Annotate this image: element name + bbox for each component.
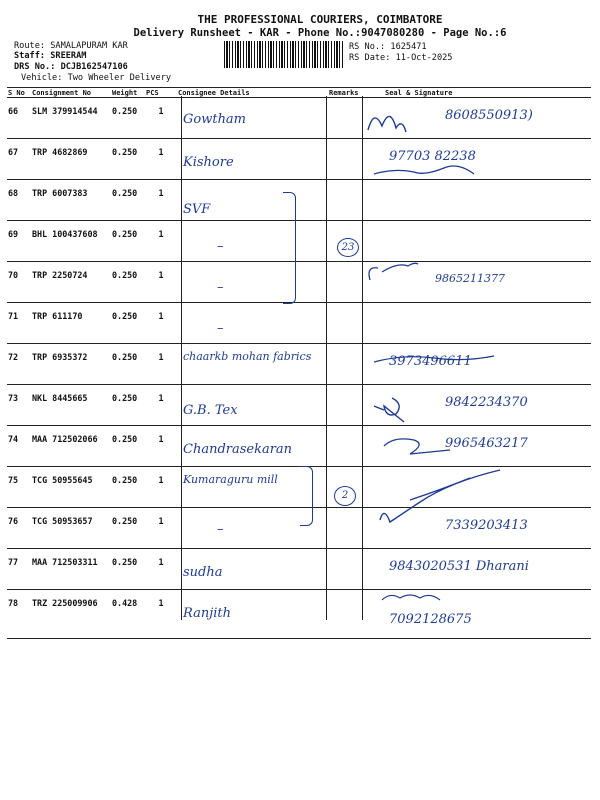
cell-consignee <box>177 344 328 385</box>
col-remarks: Remarks <box>328 88 365 98</box>
consignee-handwriting: – <box>217 522 224 537</box>
cell-consignment-no: BHL 100437608 <box>31 221 111 262</box>
col-pcs: PCS <box>145 88 177 98</box>
route-label: Route: SAMALAPURAM KAR <box>14 41 128 51</box>
cell-pcs: 1 <box>145 590 177 639</box>
signature-phone: 8608550913) <box>445 108 533 123</box>
cell-weight: 0.250 <box>111 426 145 467</box>
table-header <box>7 88 591 98</box>
cell-consignee <box>177 180 328 221</box>
cell-pcs: 1 <box>145 98 177 139</box>
cell-consignment-no: SLM 379914544 <box>31 98 111 139</box>
cell-consignee <box>177 98 328 139</box>
cell-sno: 66 <box>7 98 31 139</box>
col-consignee: Consignee Details <box>177 88 328 98</box>
cell-sno: 78 <box>7 590 31 639</box>
consignee-handwriting: – <box>217 321 224 336</box>
cell-sno: 72 <box>7 344 31 385</box>
cell-sno: 76 <box>7 508 31 549</box>
cell-weight: 0.250 <box>111 139 145 180</box>
cell-weight: 0.250 <box>111 549 145 590</box>
rs-number: RS No.: 1625471 <box>349 42 427 52</box>
remark-circle-2: 2 <box>334 486 356 506</box>
col-weight: Weight <box>111 88 145 98</box>
cell-weight: 0.250 <box>111 221 145 262</box>
signature-scribbles <box>360 100 600 620</box>
signature-phone: 9865211377 <box>435 272 505 285</box>
cell-sno: 74 <box>7 426 31 467</box>
cell-consignee <box>177 262 328 303</box>
consignee-handwriting: Kumaraguru mill <box>183 473 278 486</box>
remark-circle-1: 23 <box>337 238 359 257</box>
consignee-handwriting: chaarkb mohan fabrics <box>183 350 312 363</box>
cell-pcs: 1 <box>145 426 177 467</box>
vehicle-label: Vehicle: Two Wheeler Delivery <box>21 73 172 83</box>
cell-consignee <box>177 139 328 180</box>
signature-scribble-70 <box>369 263 418 280</box>
cell-pcs: 1 <box>145 508 177 549</box>
cell-pcs: 1 <box>145 303 177 344</box>
cell-consignment-no: TRP 6007383 <box>31 180 111 221</box>
cell-weight: 0.428 <box>111 590 145 639</box>
runsheet-subtitle: Delivery Runsheet - KAR - Phone No.:9047080280 - Page No.:6 <box>133 27 507 39</box>
cell-sno: 71 <box>7 303 31 344</box>
cell-weight: 0.250 <box>111 344 145 385</box>
cell-pcs: 1 <box>145 180 177 221</box>
barcode <box>224 41 344 68</box>
consignee-handwriting: Ranjith <box>183 606 231 621</box>
group-brace-2 <box>300 466 313 526</box>
cell-sno: 70 <box>7 262 31 303</box>
staff-label: Staff: SREERAM <box>14 51 87 61</box>
cell-weight: 0.250 <box>111 467 145 508</box>
company-title: THE PROFESSIONAL COURIERS, COIMBATORE <box>197 13 443 26</box>
consignee-handwriting: – <box>217 280 224 295</box>
consignee-handwriting: G.B. Tex <box>183 403 238 418</box>
cell-weight: 0.250 <box>111 303 145 344</box>
cell-pcs: 1 <box>145 344 177 385</box>
cell-sno: 69 <box>7 221 31 262</box>
cell-consignee <box>177 385 328 426</box>
signature-phone: 9843020531 Dharani <box>389 559 529 574</box>
signature-scribble-73 <box>374 398 404 422</box>
cell-consignment-no: TCG 50953657 <box>31 508 111 549</box>
cell-consignment-no: MAA 712502066 <box>31 426 111 467</box>
cell-consignee <box>177 303 328 344</box>
cell-sno: 75 <box>7 467 31 508</box>
cell-consignment-no: TRP 611170 <box>31 303 111 344</box>
signature-scribble-68 <box>374 166 474 174</box>
cell-weight: 0.250 <box>111 508 145 549</box>
consignee-handwriting: Gowtham <box>183 112 247 127</box>
cell-consignee <box>177 549 328 590</box>
col-consignment-no: Consignment No <box>31 88 111 98</box>
signature-phone: 7339203413 <box>445 518 528 533</box>
cell-sno: 68 <box>7 180 31 221</box>
signature-phone: 7092128675 <box>389 612 472 627</box>
group-brace-1 <box>283 192 296 304</box>
cell-pcs: 1 <box>145 262 177 303</box>
col-signature: Seal & Signature <box>365 88 591 98</box>
cell-weight: 0.250 <box>111 385 145 426</box>
cell-consignee <box>177 426 328 467</box>
signature-scribble-78 <box>382 595 440 600</box>
cell-weight: 0.250 <box>111 180 145 221</box>
cell-pcs: 1 <box>145 221 177 262</box>
consignee-handwriting: – <box>217 239 224 254</box>
consignee-divider <box>181 96 182 620</box>
cell-consignee <box>177 590 328 639</box>
signature-phone: 97703 82238 <box>389 149 476 164</box>
signature-scribble-76 <box>380 470 500 522</box>
cell-consignee <box>177 221 328 262</box>
cell-consignment-no: NKL 8445665 <box>31 385 111 426</box>
cell-weight: 0.250 <box>111 262 145 303</box>
cell-consignment-no: TRZ 225009906 <box>31 590 111 639</box>
signature-scribble-72 <box>374 356 494 362</box>
cell-sno: 67 <box>7 139 31 180</box>
cell-consignment-no: MAA 712503311 <box>31 549 111 590</box>
signature-phone: 9842234370 <box>445 395 528 410</box>
remarks-divider-left <box>326 96 327 620</box>
cell-sno: 77 <box>7 549 31 590</box>
col-sno: S No <box>7 88 31 98</box>
consignee-handwriting: Kishore <box>183 155 234 170</box>
signature-phone: 9965463217 <box>445 436 528 451</box>
signature-phone: 3973496611 <box>389 354 472 369</box>
rs-date: RS Date: 11-Oct-2025 <box>349 53 453 63</box>
consignee-handwriting: SVF <box>183 202 211 217</box>
signature-scribble-74 <box>384 439 450 454</box>
cell-consignment-no: TRP 4682869 <box>31 139 111 180</box>
cell-pcs: 1 <box>145 467 177 508</box>
cell-consignment-no: TCG 50955645 <box>31 467 111 508</box>
cell-pcs: 1 <box>145 549 177 590</box>
signature-scribble-66 <box>368 116 406 132</box>
consignee-handwriting: sudha <box>183 565 223 580</box>
consignee-handwriting: Chandrasekaran <box>183 442 293 457</box>
cell-weight: 0.250 <box>111 98 145 139</box>
cell-pcs: 1 <box>145 139 177 180</box>
cell-consignment-no: TRP 2250724 <box>31 262 111 303</box>
cell-pcs: 1 <box>145 385 177 426</box>
drs-number: DRS No.: DCJB162547106 <box>14 62 128 72</box>
cell-sno: 73 <box>7 385 31 426</box>
cell-consignment-no: TRP 6935372 <box>31 344 111 385</box>
